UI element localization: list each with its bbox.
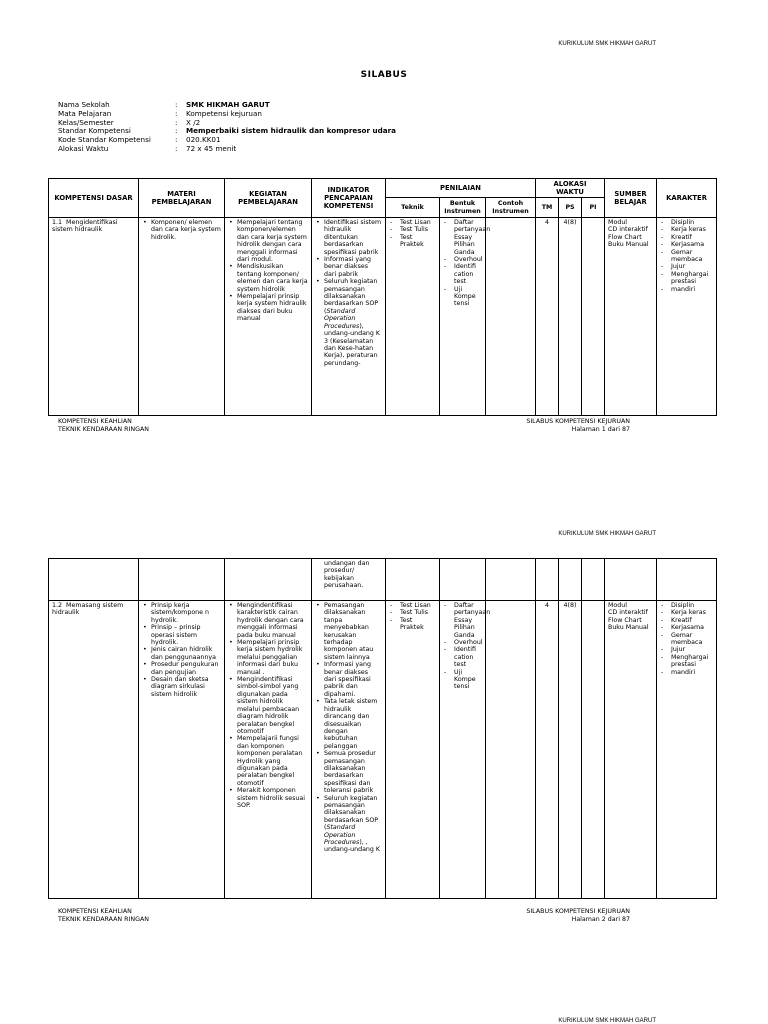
sumber-item: Flow Chart (608, 616, 642, 624)
sumber-cell (605, 601, 657, 899)
karakter-cell (657, 559, 717, 601)
info-label: Kode Standar Kompetensi (58, 135, 151, 145)
info-colon: : (175, 108, 178, 118)
list-item: - Test Praktek (400, 617, 436, 632)
sumber-item: CD interaktif (608, 609, 648, 617)
header-school-tag: KURIKULUM SMK HIKMAH GARUT (558, 1018, 656, 1024)
sumber-item: Modul (608, 219, 628, 226)
table-row (49, 559, 717, 601)
list-item: - Menghargai prestasi (671, 271, 713, 286)
bentuk-cell (440, 601, 491, 899)
pi-cell (582, 218, 605, 416)
indikator-italic: Standard Operation Procedures (324, 824, 360, 846)
list-item: - mandiri (671, 286, 713, 293)
kegiatan-cell (225, 559, 312, 601)
info-block (58, 101, 396, 154)
th-karakter: KARAKTER (657, 179, 717, 218)
sumber-item: Buku Manual (608, 241, 649, 249)
list-item: - Overhoul (454, 639, 482, 646)
karakter-cell (657, 218, 717, 416)
syllabus-table-page1 (48, 178, 717, 416)
indikator-cell (312, 218, 386, 416)
karakter-cell (657, 601, 717, 899)
syllabus-table-page2 (48, 558, 717, 899)
info-value: Memperbaiki sistem hidraulik dan kompresor udara (186, 126, 397, 136)
list-item: - Disiplin (671, 219, 713, 226)
sumber-item: Flow Chart (608, 233, 642, 241)
footer-major: TEKNIK KENDARAAN RINGAN (58, 915, 149, 923)
list-item: - Disiplin (671, 602, 713, 609)
indikator-cell (312, 601, 386, 899)
pi-cell (582, 601, 605, 899)
pi-cell (582, 559, 605, 601)
ps-cell: 4(8) (559, 601, 582, 899)
contoh-cell (486, 559, 536, 601)
list-item: • Informasi yang benar diakses dari pabrik (324, 256, 382, 278)
indikator-continuation: undangan dan prosedur/ kebijakan perusahaan. (312, 559, 386, 601)
info-colon: : (175, 100, 178, 109)
teknik-cell (386, 559, 440, 601)
bentuk-cell (440, 218, 491, 416)
list-item: - Daftar pertanyaan Essay Pilihan Ganda (454, 602, 482, 639)
info-value: 020.KK01 (186, 135, 221, 145)
info-row-time (58, 145, 396, 154)
info-value: X /2 (186, 117, 201, 127)
list-item: • Mengindentifikasi karakteristik cairan hydrolik dengan cara menggali informasi pada buku manual (237, 602, 308, 639)
kd-cell (49, 218, 139, 416)
footer-right-page2 (526, 908, 630, 923)
list-item: - Test Tulis (400, 609, 436, 616)
th-tm: TM (536, 198, 559, 218)
sumber-cell (605, 218, 657, 416)
list-item: • Jenis cairan hidrolik dan penggunaannya (151, 646, 221, 661)
tm-cell: 4 (536, 218, 559, 416)
footer-doc-title: SILABUS KOMPETENSI KEJURUAN (526, 908, 630, 915)
list-item: • Prinsip – prinsip operasi sistem hydrolik. (151, 624, 221, 646)
list-item: • Mengindentifikasi simbol-simbol yang digunakan pada sistem hidrolik melalui pembacaan diagram hidrolik peralatan bengkel otomotif (237, 676, 308, 735)
footer-page-number: Halaman 1 dari 87 (571, 425, 630, 433)
list-item: - Gemar membaca (671, 632, 713, 647)
list-item: - Kerja keras (671, 226, 713, 233)
th-sumber: SUMBER BELAJAR (605, 179, 657, 218)
info-colon: : (175, 135, 178, 145)
kegiatan-cell (225, 218, 312, 416)
info-colon: : (175, 126, 178, 136)
list-item: - Identifi cation test (454, 263, 482, 285)
list-item: - Test Tulis (400, 226, 436, 233)
list-item: • Prosedur pengukuran dan pengujian (151, 661, 221, 676)
list-item: - Uji Kompe tensi (454, 286, 482, 308)
kd-cell (49, 559, 139, 601)
info-value: Kompetensi kejuruan (186, 108, 262, 118)
contoh-cell (486, 601, 536, 899)
info-label: Nama Sekolah (58, 100, 110, 109)
list-item: - Kerja keras (671, 609, 713, 616)
list-item: - Daftar pertanyaan Essay Pilihan Ganda (454, 219, 482, 256)
tm-cell (536, 559, 559, 601)
list-item: • Mempelajarii fungsi dan komponen komponen peralatan Hydrolik yang digunakan pada peralatan bengkel otomotif (237, 735, 308, 787)
list-item: • Komponen/ elemen dan cara kerja system hidrolik. (151, 219, 221, 241)
list-item: • Identifikasi sistem hidraulik ditentukan berdasarkan spesifikasi pabrik (324, 219, 382, 256)
page-title: SILABUS (360, 70, 408, 80)
th-kegiatan: KEGIATAN PEMBELAJARAN (225, 179, 312, 218)
teknik-cell (386, 218, 440, 416)
list-item: • Prinsip kerja sistem/kompone n hydrolik. (151, 602, 221, 624)
kd-text: Mengidentifikasi sistem hidraulik (52, 219, 118, 234)
indikator-text: Seluruh kegiatan pemasangan dilaksanakan berdasarkan SOP ( (324, 794, 379, 832)
footer-program: KOMPETENSI KEAHLIAN (58, 908, 132, 915)
table-row (49, 601, 717, 899)
kegiatan-cell (225, 601, 312, 899)
sumber-item: Buku Manual (608, 624, 649, 632)
footer-left-page1 (58, 418, 149, 433)
th-indikator: INDIKATOR PENCAPAIAN KOMPETENSI (312, 179, 386, 218)
info-colon: : (175, 143, 178, 153)
list-item: - Kerjasama (671, 241, 713, 248)
list-item: • Desain dan sketsa diagram sirkulasi sistem hidrolik (151, 676, 221, 698)
th-kompetensi: KOMPETENSI DASAR (49, 179, 139, 218)
kd-text: Memasang sistem hidraulik (52, 602, 124, 617)
footer-page-number: Halaman 2 dari 87 (571, 915, 630, 923)
th-materi: MATERI PEMBELAJARAN (139, 179, 225, 218)
kd-number: 1.1 (52, 219, 63, 226)
footer-right-page1 (526, 418, 630, 433)
indikator-text: Seluruh kegiatan pemasangan dilaksanakan berdasarkan SOP ( (324, 278, 379, 315)
sumber-cell (605, 559, 657, 601)
info-label: Kelas/Semester (58, 117, 114, 127)
list-item: - mandiri (671, 669, 713, 676)
teknik-cell (386, 601, 440, 899)
bentuk-cell (440, 559, 486, 601)
kd-cell (49, 601, 139, 899)
list-item: - Kreatif (671, 234, 713, 241)
th-ps: PS (559, 198, 582, 218)
kd-number: 1.2 (52, 602, 63, 609)
materi-cell (139, 601, 225, 899)
list-item: - Overhoul (454, 256, 482, 263)
header-school-tag: KURIKULUM SMK HIKMAH GARUT (558, 41, 656, 47)
list-item: - Jujur (671, 646, 713, 653)
info-value: SMK HIKMAH GARUT (186, 100, 270, 109)
list-item: - Test Lisan (400, 219, 436, 226)
list-item: - Menghargai prestasi (671, 654, 713, 669)
list-item: • Pemasangan dilaksanakan tanpa menyebabkan kerusakan terhadap komponen atau sistem lainnya (324, 602, 382, 661)
ps-cell (559, 559, 582, 601)
info-label: Standar Kompetensi (58, 126, 131, 136)
list-item: • Tata letak sistem hidraulik dirancang dan disesuaikan dengan kebutuhan pelanggan (324, 698, 382, 750)
list-item: - Test Lisan (400, 602, 436, 609)
footer-major: TEKNIK KENDARAAN RINGAN (58, 425, 149, 433)
th-alokasi: ALOKASI WAKTU (536, 179, 605, 198)
list-item: • Semua prosedur pemasangan dilaksanakan berdasarkan spesifikasi dan toleransi pabrik (324, 750, 382, 794)
list-item: - Identifi cation test (454, 646, 482, 668)
list-item: • Mempelajari prinsip kerja system hidraulik diakses dari buku manual (237, 293, 308, 323)
contoh-cell (486, 218, 536, 416)
footer-doc-title: SILABUS KOMPETENSI KEJURUAN (526, 418, 630, 425)
footer-program: KOMPETENSI KEAHLIAN (58, 418, 132, 425)
list-item: - Kreatif (671, 617, 713, 624)
th-pi: PI (582, 198, 605, 218)
th-teknik: Teknik (386, 198, 440, 218)
ps-cell: 4(8) (559, 218, 582, 416)
materi-cell (139, 218, 225, 416)
th-penilaian: PENILAIAN (386, 179, 536, 198)
th-bentuk: Bentuk Instrumen (440, 198, 486, 218)
indikator-italic: Standard Operation Procedures (324, 307, 360, 330)
tm-cell: 4 (536, 601, 559, 899)
th-contoh: Contoh Instrumen (486, 198, 536, 218)
sumber-item: CD interaktif (608, 226, 648, 234)
indikator-tail: ), , undang-undang K (324, 839, 381, 854)
info-value: 72 x 45 menit (186, 143, 237, 153)
footer-left-page2 (58, 908, 149, 923)
list-item: • Merakit komponen sistem hidrolik sesuai SOP. (237, 787, 308, 809)
info-label: Alokasi Waktu (58, 143, 109, 153)
materi-cell (139, 559, 225, 601)
list-item: • Informasi yang benar diakses dari spesifikasi pabrik dan dipahami. (324, 661, 382, 698)
info-colon: : (175, 117, 178, 127)
info-label: Mata Pelajaran (58, 108, 112, 118)
list-item (324, 795, 382, 854)
list-item: - Test Praktek (400, 234, 436, 249)
list-item: • Mendiskusikan tentang komponen/ elemen dan cara kerja system hidrolik (237, 263, 308, 293)
list-item (324, 278, 382, 367)
list-item: • Mempelajari prinsip kerja sistem hydrolik melalui penggalian informasi dari buku manual . (237, 639, 308, 676)
table-row (49, 218, 717, 416)
header-school-tag: KURIKULUM SMK HIKMAH GARUT (558, 531, 656, 537)
list-item: • Mempelajari tentang komponen/elemen dan cara kerja system hidrolik dengan cara menggali informasi dari modul. (237, 219, 308, 263)
list-item: - Gemar membaca (671, 249, 713, 264)
sumber-item: Modul (608, 602, 628, 609)
list-item: - Jujur (671, 263, 713, 270)
list-item: - Uji Kompe tensi (454, 669, 482, 691)
indikator-tail: ), undang-undang K 3 (Keselamatan dan Kese-hatan Kerja), peraturan perundang- (324, 322, 381, 367)
list-item: - Kerjasama (671, 624, 713, 631)
